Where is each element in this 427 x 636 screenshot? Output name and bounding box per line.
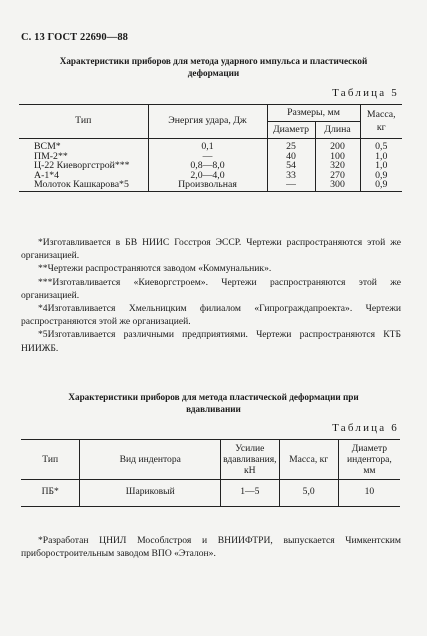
footnote: *5Изготавливается различными предприятиями. Чертежи распространяются КТБ НИИЖБ. [21, 329, 401, 354]
table5-cell-diameter: 25 [267, 139, 315, 152]
table6-label: Таблица 6 [332, 422, 399, 434]
page-header: С. 13 ГОСТ 22690—88 [21, 32, 129, 43]
table5-cell-mass: 0,5 [360, 139, 402, 152]
table5-header-sizes: Размеры, мм [267, 105, 360, 122]
table5-cell-type: ПМ-2** [19, 152, 148, 162]
table5 [19, 104, 402, 192]
table5-header-type: Тип [19, 105, 148, 139]
table6-title-line2: вдавливании [186, 403, 241, 414]
table6-footnotes [21, 534, 401, 560]
table5-cell-diameter: 40 [267, 152, 315, 162]
table5-cell-energy: Произвольная [148, 180, 267, 191]
table5-title [0, 56, 427, 79]
table5-cell-type: А-1*4 [19, 171, 148, 181]
footnote: **Чертежи распространяются заводом «Коммунальник». [38, 263, 272, 275]
footnote: *4Изготавливается Хмельницким филиалом «Гипрограждапроекта». Чертежи распространяются этой же организацией. [21, 303, 401, 328]
footnote: *Изготавливается в БВ НИИС Госстроя ЭССР. Чертежи распространяются этой же организацией. [21, 237, 401, 262]
table5-cell-length: 270 [315, 171, 360, 181]
table5-cell-diameter: — [267, 180, 315, 191]
table6-cell-indenter: Шариковый [80, 480, 221, 507]
table6-cell-type: ПБ* [21, 480, 80, 507]
table5-header-length: Длина [315, 122, 360, 139]
table5-title-line1: Характеристики приборов для метода ударного импульса и пластической [59, 56, 368, 66]
table5-cell-length: 100 [315, 152, 360, 162]
table5-cell-energy: 0,8—8,0 [148, 161, 267, 171]
table-row [19, 180, 402, 191]
table5-footnotes [21, 236, 401, 355]
table5-cell-energy: — [148, 152, 267, 162]
table6-header-mass: Масса, кг [279, 440, 338, 480]
table6-header-indenter: Вид индентора [80, 440, 221, 480]
table5-cell-type: Ц-22 Киеворгстрой*** [19, 161, 148, 171]
footnote: *Разработан ЦНИЛ Мособлстроя и ВНИИФТРИ, выпускается Чимкентским приборостроительным заводом ВПО «Эталон». [21, 535, 401, 560]
table-row [21, 480, 400, 507]
table5-cell-mass: 1,0 [360, 161, 402, 171]
table6-header-force: Усилие вдавливания, кН [221, 440, 279, 480]
table5-cell-length: 300 [315, 180, 360, 191]
table6-header-diameter: Диаметр индентора, мм [338, 440, 400, 480]
table-row [19, 139, 402, 152]
table6-cell-diameter: 10 [338, 480, 400, 507]
table5-header-energy: Энергия удара, Дж [148, 105, 267, 139]
table5-cell-mass: 1,0 [360, 152, 402, 162]
table5-cell-length: 320 [315, 161, 360, 171]
table5-title-line2: деформации [187, 67, 240, 78]
table5-cell-diameter: 54 [267, 161, 315, 171]
table5-cell-energy: 0,1 [148, 139, 267, 152]
table5-label: Таблица 5 [332, 87, 399, 99]
table5-cell-length: 200 [315, 139, 360, 152]
table5-cell-mass: 0,9 [360, 171, 402, 181]
table5-cell-mass: 0,9 [360, 180, 402, 191]
footnote: ***Изготавливается «Киеворгстроем». Чертежи распространяются этой же организацией. [21, 276, 401, 301]
table6-cell-mass: 5,0 [279, 480, 338, 507]
table6-cell-force: 1—5 [221, 480, 279, 507]
table5-cell-type: ВСМ* [19, 139, 148, 152]
table5-cell-type: Молоток Кашкарова*5 [19, 180, 148, 191]
table5-header-mass: Масса, кг [360, 105, 402, 139]
table6 [21, 439, 400, 507]
table5-cell-diameter: 33 [267, 171, 315, 181]
table5-cell-energy: 2,0—4,0 [148, 171, 267, 181]
table6-header-type: Тип [21, 440, 80, 480]
table6-title-line1: Характеристики приборов для метода пластической деформации при [68, 392, 359, 402]
table6-title [0, 392, 427, 415]
table5-header-diameter: Диаметр [267, 122, 315, 139]
